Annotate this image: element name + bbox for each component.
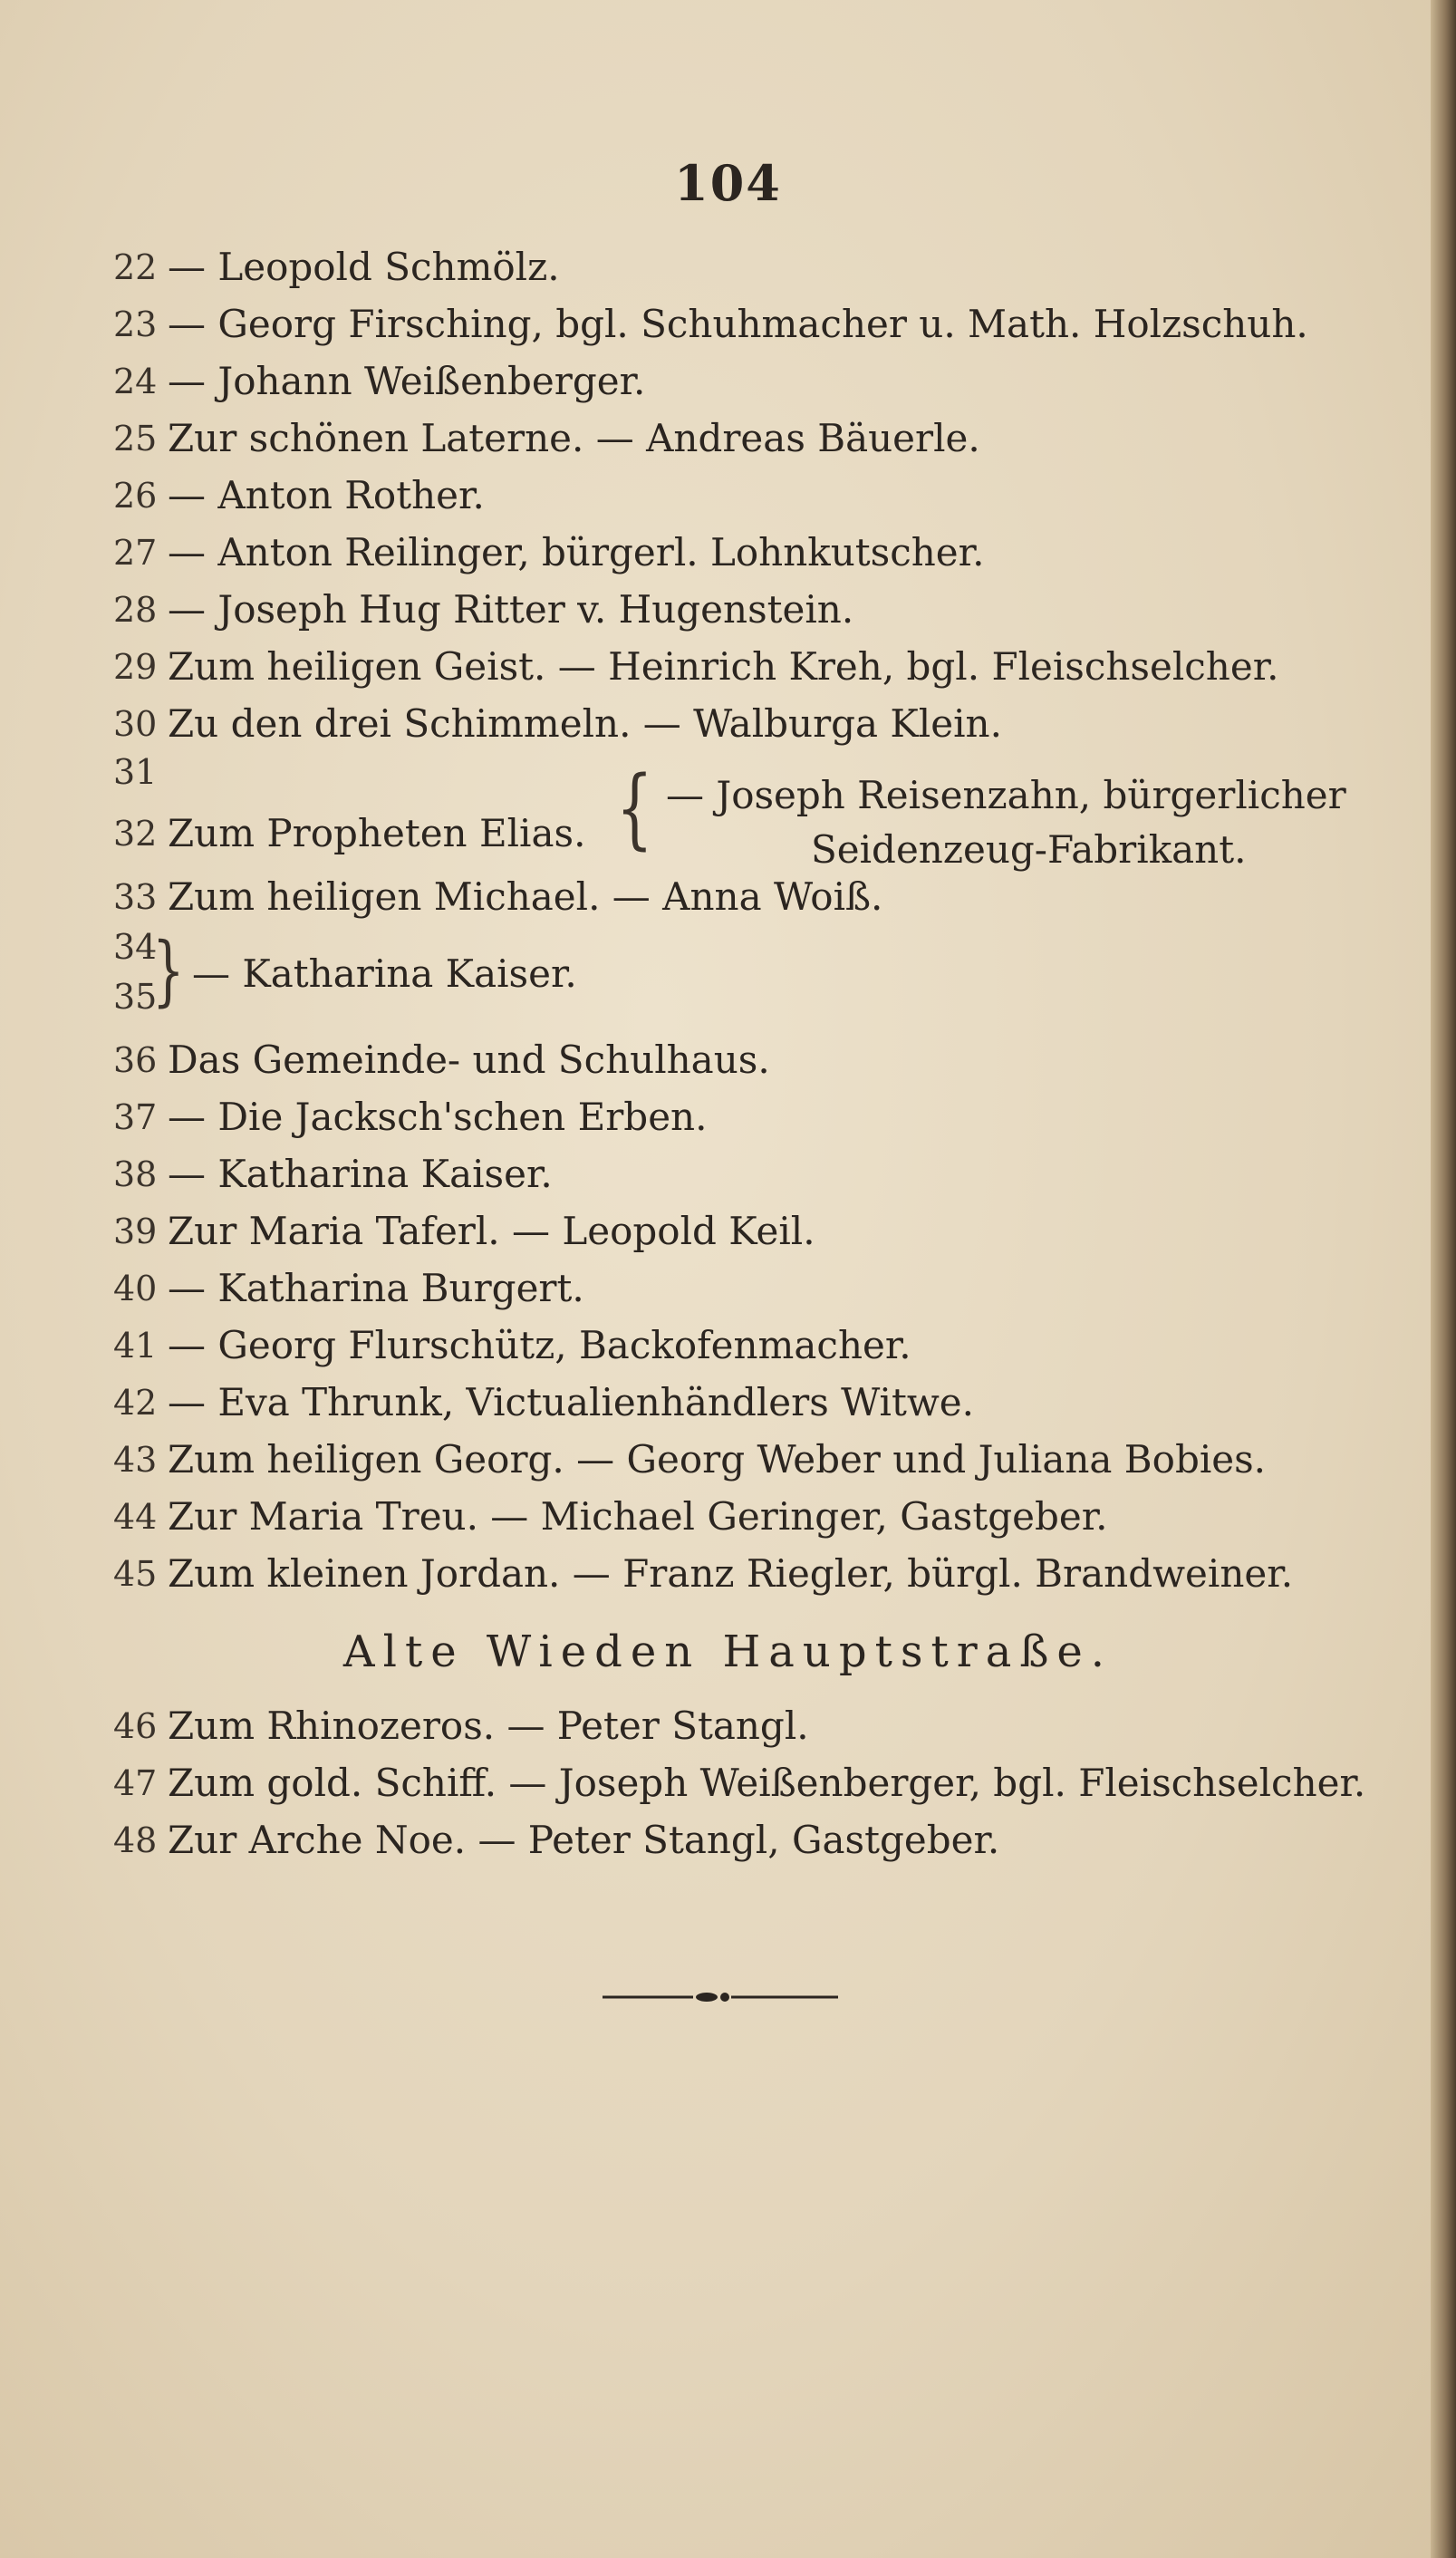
house-number: 24 [113,362,158,401]
section-heading: Alte Wieden Hauptstraße. [342,1627,1114,1677]
entry-text: Zur Arche Noe. — Peter Stangl, Gastgeber. [168,1818,1000,1862]
house-number: 28 [113,590,158,630]
entry-text: — Eva Thrunk, Victualienhändlers Witwe. [168,1380,974,1424]
entry-text: — Die Jacksch'schen Erben. [168,1095,708,1139]
book-spine-edge [1431,0,1456,2558]
house-number: 43 [113,1440,158,1480]
entry-text: Zum heiligen Georg. — Georg Weber und Juliana Bobies. [168,1437,1267,1482]
entry-text: — Katharina Kaiser. [168,1152,553,1196]
house-number: 22 [113,247,158,287]
house-number: 31 [113,752,158,792]
entry-text: Das Gemeinde- und Schulhaus. [168,1038,770,1082]
house-number: 36 [113,1040,158,1080]
entry-text: — Johann Weißenberger. [168,359,646,403]
house-number: 32 [113,814,158,854]
house-number: 35 [113,977,158,1017]
entry-text: Zur Maria Treu. — Michael Geringer, Gastgeber. [168,1494,1108,1539]
ornament-divider-icon [603,1988,838,2006]
entry-text: Zur Maria Taferl. — Leopold Keil. [168,1209,815,1253]
entry-text: Zum Propheten Elias. [168,811,586,855]
entry-text: — Georg Flurschütz, Backofenmacher. [168,1323,911,1367]
house-number: 23 [113,304,158,344]
house-number: 45 [113,1554,158,1594]
entry-text: Zum heiligen Michael. — Anna Woiß. [168,874,883,919]
entry-text: — Joseph Hug Ritter v. Hugenstein. [168,587,854,632]
entry-text: Zur schönen Laterne. — Andreas Bäuerle. [168,416,980,460]
house-number: 48 [113,1820,158,1860]
house-number: 39 [113,1211,158,1251]
house-number: 47 [113,1763,158,1803]
house-number: 29 [113,647,158,687]
group-brace: { [616,759,653,860]
house-number: 42 [113,1383,158,1423]
house-number: 27 [113,533,158,573]
entry-text: Zum heiligen Geist. — Heinrich Kreh, bgl. Fleischselcher. [168,644,1279,689]
house-number: 25 [113,419,158,459]
entry-text: — Anton Reilinger, bürgerl. Lohnkutscher. [168,530,985,574]
entry-text: — Leopold Schmölz. [168,245,560,289]
house-number: 38 [113,1154,158,1194]
house-number: 37 [113,1097,158,1137]
house-number: 33 [113,877,158,917]
house-number: 41 [113,1326,158,1366]
entry-text: Zum gold. Schiff. — Joseph Weißenberger, bgl. Fleischselcher. [168,1761,1366,1805]
entry-text: — Katharina Burgert. [168,1266,584,1310]
house-number: 46 [113,1706,158,1746]
book-page: 104 22 — Leopold Schmölz. 23 — Georg Firsching, bgl. Schuhmacher u. Math. Holzschuh. 24 — Johann Weißenberger. 25 Zur schönen Laterne. — Andreas Bäuerle. 26 — Anton Rother. 27 — Anton Reilinger, bürgerl. Lohnkutscher. 28 — Joseph Hug Ritter v. Hugenstein. 29 Zum heiligen Geist. — Heinrich Kreh, bgl. Fleischselcher. 30 Zu den drei Schimmeln. — Walburga Klein. 31 32 Zum Propheten Elias. { — Joseph Reisenzahn, bürgerlicher Seidenzeug-Fabrikant. 33 Zum heiligen Michael. — Anna Woiß. 34 35 } — Katharina Kaiser. 36 Das Gemeinde- und Schulhaus. 37 — Die Jacksch'schen Erben. 38 — Katharina Kaiser. 39 Zur Maria Taferl. — Leopold Keil. 40 — Katharina Burgert. 41 — Georg Flurschütz, Backofenmacher. 42 — Eva Thrunk, Victualienhändlers Witwe. 43 Zum heiligen Georg. — Georg Weber und Juliana Bobies. 44 Zur Maria Treu. — Michael Geringer, Gastgeber. 45 Zum kleinen Jordan. — Franz Riegler, bürgl. Brandweiner. Alte Wieden Hauptstraße. 46 Zum Rhinozeros. — Peter Stangl. 47 Zum gold. Schiff. — Joseph Weißenberger, bgl. Fleischselcher. 48 Zur Arche Noe. — Peter Stangl, Gastgeber. [0,0,1456,2558]
house-number: 40 [113,1269,158,1308]
entry-text: Zum Rhinozeros. — Peter Stangl. [168,1704,809,1748]
entry-text: — Georg Firsching, bgl. Schuhmacher u. Math. Holzschuh. [168,302,1308,346]
house-number: 34 [113,927,158,967]
house-number: 26 [113,476,158,516]
house-number: 44 [113,1497,158,1537]
group-brace: } [152,927,185,1016]
page-number: 104 [674,154,782,212]
entry-text: Zu den drei Schimmeln. — Walburga Klein. [168,701,1002,746]
house-number: 30 [113,704,158,744]
entry-text: — Anton Rother. [168,473,485,517]
entry-text: Zum kleinen Jordan. — Franz Riegler, bürgl. Brandweiner. [168,1551,1294,1596]
